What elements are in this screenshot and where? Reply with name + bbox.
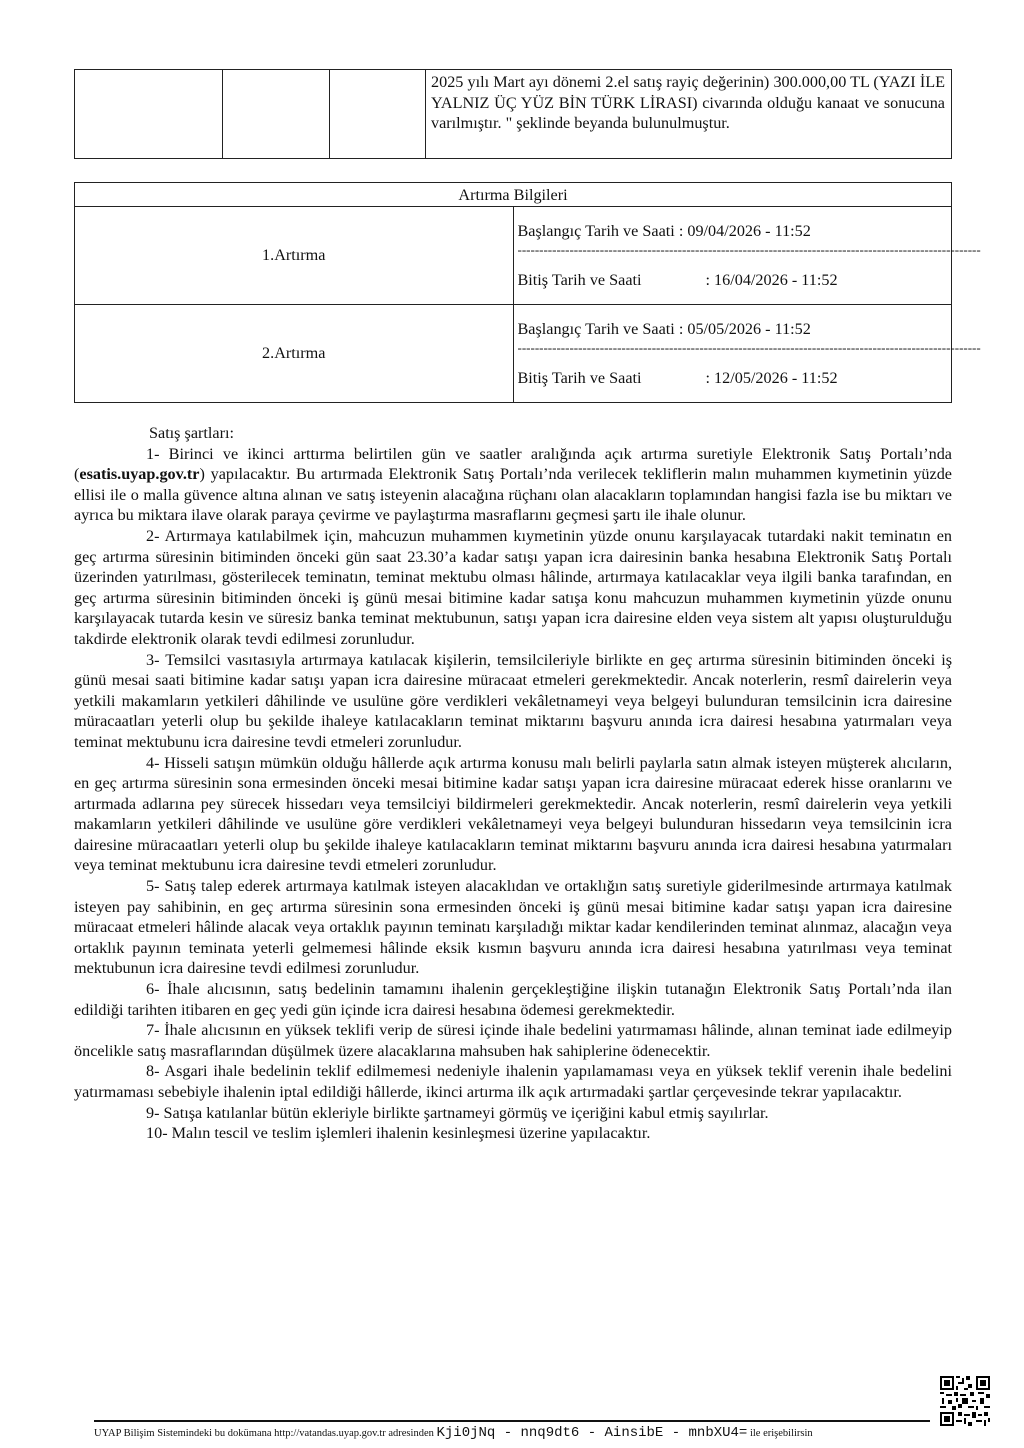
property-table-continuation <box>74 69 952 159</box>
auction-info-title: Artırma Bilgileri <box>75 183 952 207</box>
term-text: 1- Birinci ve ikinci arttırma belirtilen gün ve saatler aralığında açık artırma suretiyle Elektronik Satış Portalı’nda ( <box>74 444 952 484</box>
start-label: Başlangıç Tarih ve Saati <box>517 222 675 240</box>
footer-prefix: UYAP Bilişim Sistemindeki bu dokümana http://vatandas.uyap.gov.tr adresinden <box>94 1428 434 1439</box>
term-item: 4- Hisseli satışın mümkün olduğu hâllerde açık artırma konusu malı belirli paylarla satın almak isteyen müşterek alıcıların, en geç artırma süresinin sona ermesinden önceki mesai bitimine kadar satışı yapan icra dairesine müracaat ederek hisse oranlarını ve artırmada adlarına pey sürecek hissedarı veya temsilciyi bildirmeleri gerekmektedir. Ancak noterlerin, resmî dairelerin veya yetkili makamların yetkileri dâhilinde ve usulüne göre verdikleri vekâletnameyi veya belgeyi bulunduran hissedarın veya temsilcinin icra dairesine müracaatları yeterli olup bu şekilde ihaleye katılacakların teminat miktarını başvuru anında icra dairesi hesabına yatırmaları veya teminat mektubunu icra dairesine tevdi etmeleri zorunludur. <box>74 753 952 875</box>
round-dates <box>513 305 981 403</box>
term-item <box>74 444 952 526</box>
empty-cell <box>330 70 426 159</box>
footer-verification <box>94 1425 994 1442</box>
auction-round-row <box>75 305 952 403</box>
esatis-link[interactable]: esatis.uyap.gov.tr <box>79 465 200 484</box>
footer-suffix: ile erişebilirsin <box>749 1428 813 1439</box>
separator-line: ----------------------------------------------------------------------------------------------------------- <box>517 341 981 355</box>
term-item: 9- Satışa katılanlar bütün ekleriyle birlikte şartnameyi görmüş ve içeriğini kabul etmiş sayılırlar. <box>146 1103 769 1122</box>
term-item: 6- İhale alıcısının, satış bedelinin tamamını ihalenin gerçekleştiğine ilişkin tutanağın Elektronik Satış Portalı’nda ilan edildiği tarihten itibaren en geç yedi gün içinde icra dairesi hesabına ödemesi gerekmektedir. <box>74 980 952 1019</box>
table-row <box>75 70 952 159</box>
term-item: 10- Malın tescil ve teslim işlemleri ihalenin kesinleşmesi üzerine yapılacaktır. <box>146 1124 651 1143</box>
auction-round-row <box>75 207 952 305</box>
end-value: : 12/05/2026 - 11:52 <box>705 369 838 387</box>
start-value: : 09/04/2026 - 11:52 <box>678 222 811 240</box>
terms-title: Satış şartları: <box>149 424 234 442</box>
term-item: 8- Asgari ihale bedelinin teklif edilmemesi nedeniyle ihalenin yapılamaması veya en yüksek teklif verenin ihale bedelini yatırmaması sebebiyle ihalenin iptal edildiği hâllerde, ikinci artırma ilk açık artırmadaki şartlar çerçevesinde tekrar yapılacaktır. <box>74 1062 952 1101</box>
round-dates <box>513 207 981 305</box>
round-name: 2.Artırma <box>75 305 514 403</box>
footer-divider <box>94 1420 930 1422</box>
valuation-text: 2025 yılı Mart ayı dönemi 2.el satış rayiç değerinin) 300.000,00 TL (YAZI İLE YALNIZ ÜÇ YÜZ BİN TÜRK LİRASI) civarında olduğu kanaat ve sonucuna varılmıştır. " şeklinde beyanda bulunulmuştur. <box>426 70 952 159</box>
auction-info-table <box>74 182 981 403</box>
term-item: 2- Artırmaya katılabilmek için, mahcuzun muhammen kıymetinin yüzde onunu karşılayacak tutardaki nakit teminatın en geç artırma süresinin bitiminden önceki gün saat 23.30’a kadar satışı yapan icra dairesinin banka hesabına Elektronik Satış Portalı üzerinden yatırılması, gösterilecek teminatın, teminat mektubu olması hâlinde, artırmaya katılacaklar veya ilgili banka tarafından, en geç artırma süresinin bitiminden önceki iş günü mesai bitimine kadar satışa konu mahcuzun muhammen kıymetinin yüzde onunu karşılayacak tutarda kesin ve süresiz banka teminat mektubunun, satışı yapan icra dairesine elden veya sistem alt yapısı oluşturulduğu takdirde elektronik olarak tevdi edilmesi zorunludur. <box>74 526 952 648</box>
empty-cell <box>75 70 223 159</box>
round-name: 1.Artırma <box>75 207 514 305</box>
empty-cell <box>223 70 330 159</box>
term-item: 7- İhale alıcısının en yüksek teklifi verip de süresi içinde ihale bedelini yatırmaması hâlinde, alınan teminat iade edilmeyip öncelikle satış masraflarından düşülmek üzere alacaklarına mahsuben hak sahiplerine ödenecektir. <box>74 1021 952 1060</box>
term-item: 3- Temsilci vasıtasıyla artırmaya katılacak kişilerin, temsilcileriyle birlikte en geç artırma süresinin bitiminden önceki iş günü mesai saati bitimine kadar satışı yapan icra dairesine müracaat etmeleri gerekmektedir. Ancak noterlerin, resmî dairelerin veya yetkili makamların yetkileri dâhilinde ve usulüne göre verdikleri vekâletnameyi veya belgeyi bulunduran temsilcinin icra dairesine müracaatları yeterli olup bu şekilde ihaleye katılacakların teminat miktarını başvuru anında icra dairesi hesabına yatırmaları veya teminat mektubunu icra dairesine tevdi etmeleri zorunludur. <box>74 650 952 751</box>
end-value: : 16/04/2026 - 11:52 <box>705 271 838 289</box>
end-label: Bitiş Tarih ve Saati <box>517 271 642 289</box>
qr-code-icon <box>940 1376 990 1426</box>
separator-line: ----------------------------------------------------------------------------------------------------------- <box>517 243 981 257</box>
sale-terms <box>74 423 952 1144</box>
term-text: ) yapılacaktır. Bu artırmada Elektronik Satış Portalı’nda verilecek tekliflerin malın muhammen kıymetinin yüzde ellisi ile o malla güvence altına alınan ve satış isteyenin alacağına rüçhanı olan alacakların toplamından hangisi fazla ise bu miktarı ve ayrıca bu miktara ilave olarak paraya çevirme ve paylaştırma masraflarını geçmesi şartı ile ihale olunur. <box>74 465 952 525</box>
term-item: 5- Satış talep ederek artırmaya katılmak isteyen alacaklıdan ve ortaklığın satış suretiyle giderilmesinde artırmaya katılmak isteyen pay sahibinin, en geç artırma süresinin sona ermesinden önceki iş günü mesai bitimine kadar satışı yapan icra dairesine müracaat etmeleri hâlinde alacak veya ortaklık payının teminatı karşıladığı miktar kadar kendilerinden teminat alınmaz, alacağın veya ortaklık payının teminata yeterli gelmemesi hâlinde eksik kısmın başvuru anında icra dairesi hesabına yatırılması veya teminat mektubunun icra dairesine tevdi edilmesi zorunludur. <box>74 877 952 978</box>
verification-code: Kji0jNq - nnq9dt6 - AinsibE - mnbXU4= <box>436 1425 748 1441</box>
start-label: Başlangıç Tarih ve Saati <box>517 320 675 338</box>
start-value: : 05/05/2026 - 11:52 <box>678 320 811 338</box>
end-label: Bitiş Tarih ve Saati <box>517 369 642 387</box>
